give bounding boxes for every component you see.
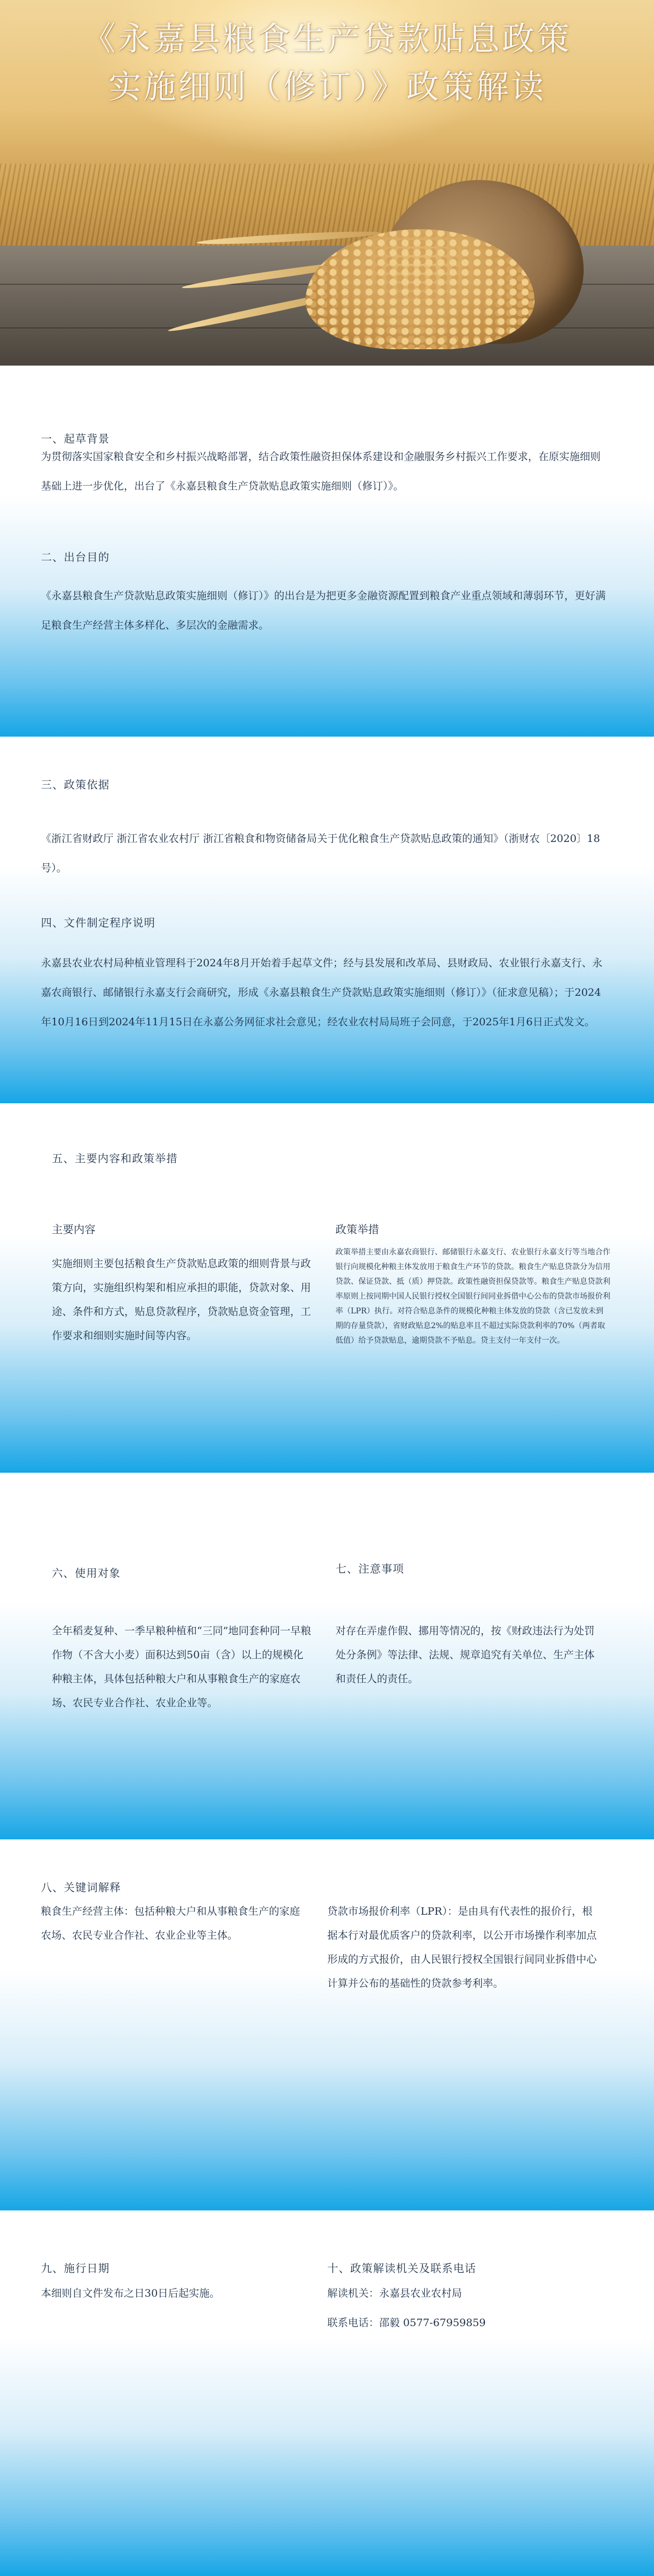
section-paragraph: 对存在弄虚作假、挪用等情况的，按《财政违法行为处罚处分条例》等法律、法规、规章追究有关单位、生产主体和责任人的责任。 [335, 1625, 595, 1685]
policy-measures-paragraph: 政策举措主要由永嘉农商银行、邮储银行永嘉支行、农业银行永嘉支行等当地合作银行向规模化种粮主体发放用于粮食生产环节的贷款。粮食生产贴息贷款分为信用贷款、保证贷款、抵（质）押贷款。政策性融资担保贷款等。粮食生产贴息贷款利率原则上按同期中国人民银行授权全国银行间同业拆借中心公布的贷款市场报价利率（LPR）执行。对符合贴息条件的规模化种粮主体发放的贷款（含已发放未到期的存量贷款），省财政贴息2%的贴息率且不超过实际贷款利率的70%（两者取低值）给予贷款贴息，逾期贷款不予贴息。贷主支付一年支付一次。 [335, 1248, 610, 1345]
contact-phone: 联系电话：邵毅 0577-67959859 [327, 2317, 486, 2329]
section-effective-contact [0, 2210, 654, 2576]
section-heading: 一、起草背景 [41, 432, 110, 445]
section-paragraph: 本细则自文件发布之日30日后起实施。 [41, 2287, 220, 2299]
section-heading: 三、政策依据 [41, 778, 110, 791]
page-title: 《永嘉县粮食生产贷款贴息政策实施细则（修订）》政策解读 [83, 20, 572, 106]
section-main-content [0, 1103, 654, 1473]
section-heading: 四、文件制定程序说明 [41, 916, 155, 929]
term-definition-2: 贷款市场报价利率（LPR）：是由具有代表性的报价行，根据本行对最优质客户的贷款利率，以公开市场操作利率加点形成的方式报价，由人民银行授权全国银行间同业拆借中心计算并公布的基础性的贷款参考利率。 [327, 1905, 597, 1989]
section-heading: 六、使用对象 [52, 1567, 121, 1580]
section-heading: 十、政策解读机关及联系电话 [327, 2262, 476, 2275]
section-heading: 七、注意事项 [335, 1562, 404, 1575]
section-heading: 九、施行日期 [41, 2262, 110, 2275]
section-basis-process [0, 737, 654, 1103]
term-definition-1: 粮食生产经营主体：包括种粮大户和从事粮食生产的家庭农场、农民专业合作社、农业企业等主体。 [41, 1905, 301, 1941]
section-paragraph: 《浙江省财政厅 浙江省农业农村厅 浙江省粮食和物资储备局关于优化粮食生产贷款贴息政策的通知》（浙财农〔2020〕18号）。 [41, 833, 601, 874]
hero-banner [0, 0, 654, 366]
main-content-paragraph: 实施细则主要包括粮食生产贷款贴息政策的细则背景与政策方向，实施组织构架和相应承担的职能，贷款对象、用途、条件和方式，贴息贷款程序，贷款贴息资金管理，工作要求和细则实施时间等内容。 [52, 1258, 311, 1342]
section-paragraph: 永嘉县农业农村局种植业管理科于2024年8月开始着手起草文件；经与县发展和改革局、县财政局、农业银行永嘉支行、永嘉农商银行、邮储银行永嘉支行会商研究，形成《永嘉县粮食生产贷款贴息政策实施细则（修订）》（征求意见稿）；于2024年10月16日到2024年11月15日在永嘉公务网征求社会意见；经农业农村局局班子会同意，于2025年1月6日正式发文。 [41, 957, 603, 1028]
section-heading: 五、主要内容和政策举措 [52, 1152, 178, 1165]
section-heading: 二、出台目的 [41, 551, 110, 564]
section-key-terms [0, 1839, 654, 2210]
section-background-purpose [0, 366, 654, 737]
contact-agency: 解读机关：永嘉县农业农村局 [327, 2287, 463, 2299]
section-heading: 八、关键词解释 [41, 1881, 121, 1894]
section-paragraph: 全年稻麦复种、一季早粮种植和“三同”地同套种同一早粮作物（不含大小麦）面积达到50亩（含）以上的规模化种粮主体，具体包括种粮大户和从事粮食生产的家庭农场、农民专业合作社、农业企业等。 [52, 1625, 311, 1709]
section-scope-notes [0, 1473, 654, 1839]
section-paragraph: 为贯彻落实国家粮食安全和乡村振兴战略部署，结合政策性融资担保体系建设和金融服务乡村振兴工作要求，在原实施细则基础上进一步优化，出台了《永嘉县粮食生产贷款贴息政策实施细则（修订）》。 [41, 451, 601, 492]
policy-measures-heading: 政策举措 [335, 1223, 379, 1236]
main-content-heading: 主要内容 [52, 1223, 95, 1236]
section-paragraph: 《永嘉县粮食生产贷款贴息政策实施细则（修订）》的出台是为把更多金融资源配置到粮食产业重点领域和薄弱环节，更好满足粮食生产经营主体多样化、多层次的金融需求。 [41, 590, 606, 631]
